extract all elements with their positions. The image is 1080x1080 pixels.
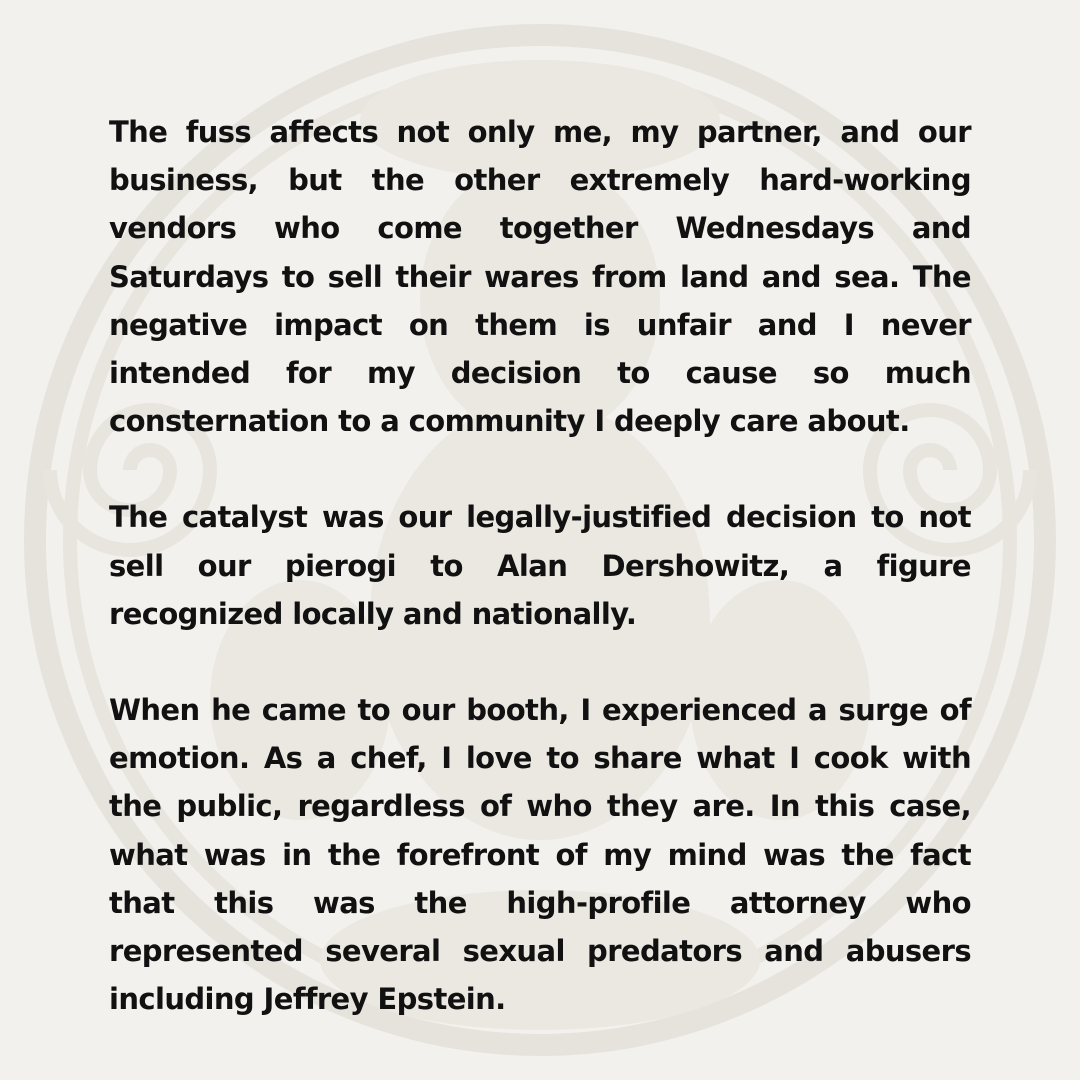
statement-paragraph-3: When he came to our booth, I experienced a surge of emotion. As a chef, I love to share what I cook with the public, regardless of who they are. In this case, what was in the forefront of my mind was the fact that this was the high-profile attorney who represented several sexual predators and abusers including Jeffrey Epstein.	[109, 693, 971, 1017]
statement-paragraph-1: The fuss affects not only me, my partner, and our business, but the other extremely hard-working vendors who come together Wednesdays and Saturdays to sell their wares from land and sea. The negative impact on them is unfair and I never intended for my decision to cause so much consternation to a community I deeply care about.	[109, 115, 971, 439]
statement-text	[109, 108, 971, 1023]
statement-paragraph-2: The catalyst was our legally-justified decision to not sell our pierogi to Alan Dershowitz, a figure recognized locally and nationally.	[109, 500, 971, 631]
